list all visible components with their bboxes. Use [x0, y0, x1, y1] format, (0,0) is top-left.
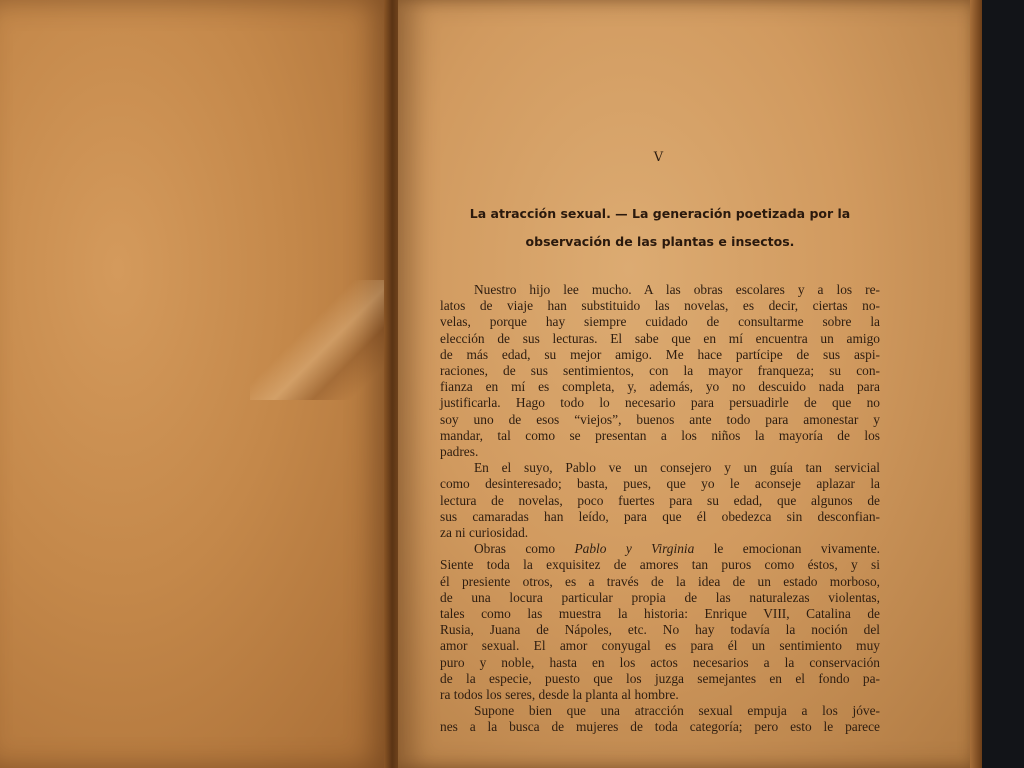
text-fragment: Obras como	[474, 541, 575, 557]
background-table	[982, 0, 1024, 768]
text-line: sus camaradas han leído, para que él obedezca sin desconfian-	[440, 508, 880, 524]
chapter-number: V	[653, 150, 665, 165]
chapter-heading-line-1: La atracción sexual. — La generación poetizada por la	[469, 206, 851, 221]
page-crease	[250, 280, 390, 400]
text-line: tales como las muestra la historia: Enrique VIII, Catalina de	[440, 606, 880, 622]
text-line: fianza en mí es completa, y, además, yo no descuido nada para	[440, 379, 880, 395]
text-line: de más edad, su mejor amigo. Me hace partícipe de sus aspi-	[440, 346, 880, 362]
text-line: como desinteresado; basta, pues, que yo le aconseje aplazar la	[440, 476, 880, 492]
text-line: justificarla. Hago todo lo necesario para persuadirle de que no	[440, 395, 880, 411]
text-line: latos de viaje han substituido las novelas, es decir, ciertas no-	[440, 298, 880, 314]
text-line: amor sexual. El amor conyugal es para él un sentimiento muy	[440, 638, 880, 654]
text-line: padres.	[440, 444, 479, 460]
text-line: lectura de novelas, poco fuertes para su edad, que algunos de	[440, 492, 880, 508]
text-fragment: le emocionan vivamente.	[694, 541, 880, 557]
text-line: Nuestro hijo lee mucho. A las obras escolares y a los re-	[474, 282, 880, 297]
text-line: mandar, tal como se presentan a los niños la mayoría de los	[440, 427, 880, 443]
page-edge	[970, 0, 982, 768]
text-line: nes a la busca de mujeres de toda categoría; pero esto le parece	[440, 719, 880, 735]
text-line: elección de sus lecturas. El sabe que en mí encuentra un amigo	[440, 330, 880, 346]
body-paragraphs	[440, 282, 880, 736]
text-line: él presiente otros, es a través de la idea de un estado morboso,	[440, 573, 880, 589]
chapter-heading-line-2: observación de las plantas e insectos.	[525, 234, 795, 249]
text-line-italic-title	[440, 541, 880, 557]
text-line: za ni curiosidad.	[440, 525, 529, 541]
left-page-blank	[0, 0, 392, 768]
text-line: velas, porque hay siempre cuidado de consultarme sobre la	[440, 314, 880, 330]
text-line: de la especie, puesto que los juzga semejantes en el fondo pa-	[440, 670, 880, 686]
text-line: Rusia, Juana de Nápoles, etc. No hay todavía la noción del	[440, 622, 880, 638]
text-line: de una locura particular propia de las naturalezas violentas,	[440, 589, 880, 605]
text-line: En el suyo, Pablo ve un consejero y un guía tan servicial	[474, 460, 880, 476]
text-line: raciones, de sus sentimientos, con la mayor franqueza; su con-	[440, 363, 880, 379]
book-title-italic: Pablo y Virginia	[574, 541, 695, 557]
text-line: puro y noble, hasta en los actos necesarios a la conservación	[440, 654, 880, 670]
text-line: soy uno de esos “viejos”, buenos ante todo para amonestar y	[440, 411, 880, 427]
text-line: Siente toda la exquisitez de amores tan puros como éstos, y si	[440, 557, 880, 573]
text-line: ra todos los seres, desde la planta al hombre.	[440, 687, 679, 703]
text-line: Supone bien que una atracción sexual empuja a los jóve-	[474, 703, 880, 719]
